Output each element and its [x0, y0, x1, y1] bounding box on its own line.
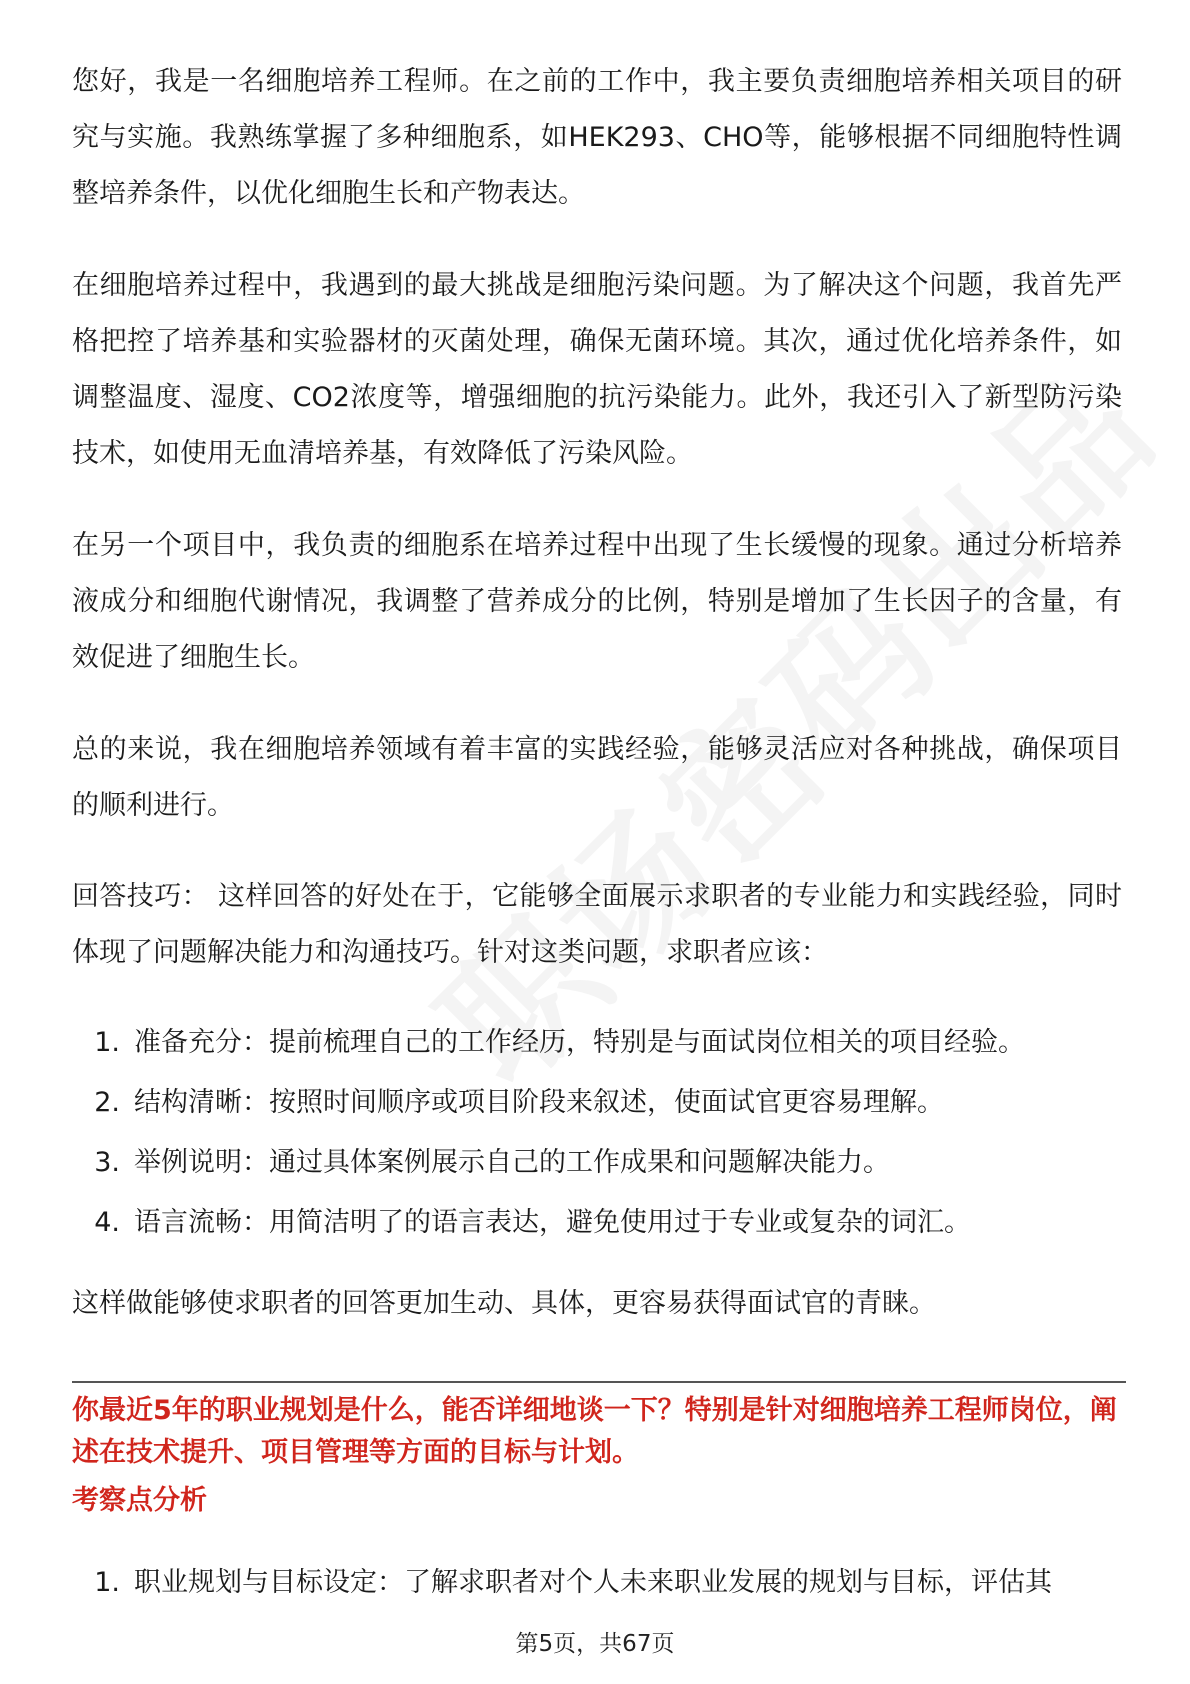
list-item-text: 职业规划与目标设定：了解求职者对个人未来职业发展的规划与目标，评估其 [134, 1567, 1052, 1598]
list-item [72, 1555, 1122, 1611]
list-item-number: 4. [94, 1207, 120, 1238]
list-item-number: 2. [94, 1087, 120, 1118]
section-divider [72, 1381, 1126, 1383]
tips-list [72, 1013, 1122, 1253]
answer-paragraph-intro: 您好，我是一名细胞培养工程师。在之前的工作中，我主要负责细胞培养相关项目的研究与实施。我熟练掌握了多种细胞系，如HEK293、CHO等，能够根据不同细胞特性调整培养条件，以优化细胞生长和产物表达。 [72, 66, 1122, 209]
interview-question: 你最近5年的职业规划是什么，能否详细地谈一下？特别是针对细胞培养工程师岗位，阐述在技术提升、项目管理等方面的目标与计划。 [72, 1395, 1117, 1468]
list-item [72, 1073, 1122, 1133]
list-item-number: 3. [94, 1147, 120, 1178]
list-item-number: 1. [94, 1567, 120, 1598]
list-item-text: 语言流畅：用简洁明了的语言表达，避免使用过于专业或复杂的词汇。 [134, 1207, 971, 1238]
list-item-text: 结构清晰：按照时间顺序或项目阶段来叙述，使面试官更容易理解。 [134, 1087, 944, 1118]
answer-paragraph-project: 在另一个项目中，我负责的细胞系在培养过程中出现了生长缓慢的现象。通过分析培养液成分和细胞代谢情况，我调整了营养成分的比例，特别是增加了生长因子的含量，有效促进了细胞生长。 [72, 530, 1122, 673]
answer-tips-intro: 回答技巧： 这样回答的好处在于，它能够全面展示求职者的专业能力和实践经验，同时体现了问题解决能力和沟通技巧。针对这类问题，求职者应该： [72, 881, 1122, 968]
list-item-text: 举例说明：通过具体案例展示自己的工作成果和问题解决能力。 [134, 1147, 890, 1178]
list-item [72, 1013, 1122, 1073]
list-item-number: 1. [94, 1027, 120, 1058]
list-item-text: 准备充分：提前梳理自己的工作经历，特别是与面试岗位相关的项目经验。 [134, 1027, 1025, 1058]
list-item [72, 1133, 1122, 1193]
analysis-list [72, 1555, 1122, 1611]
answer-paragraph-challenge: 在细胞培养过程中，我遇到的最大挑战是细胞污染问题。为了解决这个问题，我首先严格把控了培养基和实验器材的灭菌处理，确保无菌环境。其次，通过优化培养条件，如调整温度、湿度、CO2浓度等，增强细胞的抗污染能力。此外，我还引入了新型防污染技术，如使用无血清培养基，有效降低了污染风险。 [72, 270, 1122, 469]
page-number: 第5页，共67页 [515, 1631, 675, 1657]
answer-paragraph-summary: 总的来说，我在细胞培养领域有着丰富的实践经验，能够灵活应对各种挑战，确保项目的顺利进行。 [72, 734, 1122, 821]
list-item [72, 1193, 1122, 1253]
answer-paragraph-conclusion: 这样做能够使求职者的回答更加生动、具体，更容易获得面试官的青睐。 [72, 1288, 936, 1319]
analysis-heading: 考察点分析 [72, 1485, 207, 1516]
